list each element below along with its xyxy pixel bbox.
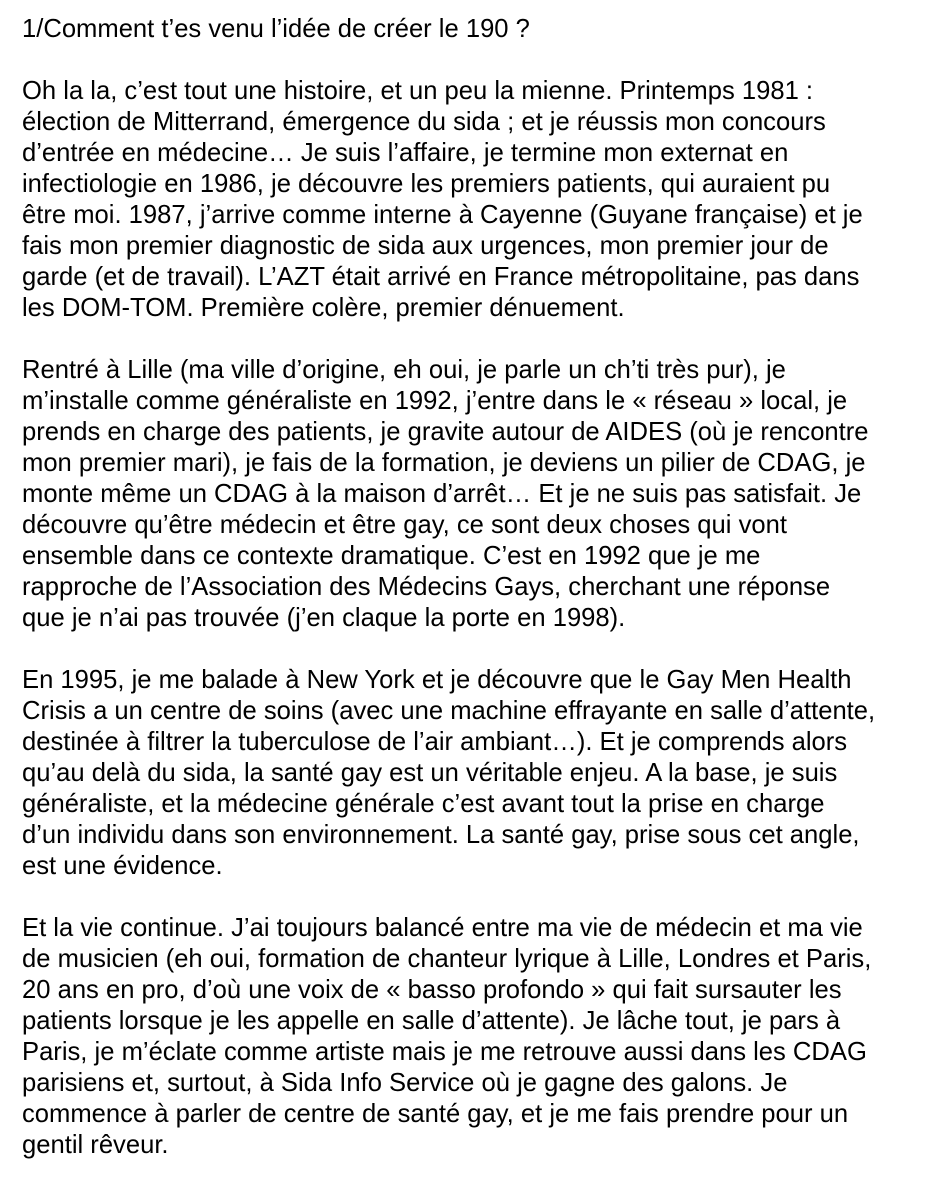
paragraph-line: est une évidence. (22, 852, 223, 880)
paragraph-line: 20 ans en pro, d’où une voix de « basso profondo » qui fait sursauter les (22, 976, 842, 1004)
paragraph-line: d’entrée en médecine… Je suis l’affaire, je termine mon externat en (22, 139, 789, 167)
paragraph-line: commence à parler de centre de santé gay, et je me fais prendre pour un (22, 1100, 849, 1128)
paragraph-line: fais mon premier diagnostic de sida aux urgences, mon premier jour de (22, 232, 829, 260)
paragraph-line: que je n’ai pas trouvée (j’en claque la porte en 1998). (22, 604, 626, 632)
paragraph-line: En 1995, je me balade à New York et je découvre que le Gay Men Health (22, 666, 852, 694)
paragraph-line: Rentré à Lille (ma ville d’origine, eh oui, je parle un ch’ti très pur), je (22, 356, 786, 384)
paragraph-line: qu’au delà du sida, la santé gay est un véritable enjeu. A la base, je suis (22, 759, 838, 787)
paragraph-line: rapproche de l’Association des Médecins Gays, cherchant une réponse (22, 573, 831, 601)
paragraph-line: les DOM-TOM. Première colère, premier dénuement. (22, 294, 625, 322)
paragraph-line: Crisis a un centre de soins (avec une machine effrayante en salle d’attente, (22, 697, 876, 725)
paragraph-line: parisiens et, surtout, à Sida Info Service où je gagne des galons. Je (22, 1069, 788, 1097)
paragraph-line: Et la vie continue. J’ai toujours balancé entre ma vie de médecin et ma vie (22, 914, 863, 942)
paragraph-line: destinée à filtrer la tuberculose de l’air ambiant…). Et je comprends alors (22, 728, 848, 756)
paragraph-line: élection de Mitterrand, émergence du sida ; et je réussis mon concours (22, 108, 826, 136)
paragraph-3 (22, 665, 917, 882)
paragraph-line: Oh la la, c’est tout une histoire, et un peu la mienne. Printemps 1981 : (22, 77, 814, 105)
paragraph-line: généraliste, et la médecine générale c’est avant tout la prise en charge (22, 790, 825, 818)
paragraph-line: infectiologie en 1986, je découvre les premiers patients, qui auraient pu (22, 170, 831, 198)
paragraph-line: garde (et de travail). L’AZT était arrivé en France métropolitaine, pas dans (22, 263, 860, 291)
paragraph-1 (22, 76, 917, 324)
paragraph-line: Paris, je m’éclate comme artiste mais je me retrouve aussi dans les CDAG (22, 1038, 867, 1066)
paragraph-line: être moi. 1987, j’arrive comme interne à Cayenne (Guyane française) et je (22, 201, 863, 229)
paragraph-line: patients lorsque je les appelle en salle d’attente). Je lâche tout, je pars à (22, 1007, 841, 1035)
paragraph-line: prends en charge des patients, je gravite autour de AIDES (où je rencontre (22, 418, 869, 446)
paragraph-line: de musicien (eh oui, formation de chanteur lyrique à Lille, Londres et Paris, (22, 945, 872, 973)
paragraph-2 (22, 355, 917, 634)
paragraph-line: gentil rêveur. (22, 1131, 169, 1159)
paragraph-line: monte même un CDAG à la maison d’arrêt… Et je ne suis pas satisfait. Je (22, 480, 862, 508)
paragraph-line: m’installe comme généraliste en 1992, j’entre dans le « réseau » local, je (22, 387, 848, 415)
paragraph-4 (22, 913, 917, 1161)
question-heading: 1/Comment t’es venu l’idée de créer le 190 ? (22, 15, 530, 43)
paragraph-line: ensemble dans ce contexte dramatique. C’est en 1992 que je me (22, 542, 761, 570)
paragraph-line: d’un individu dans son environnement. La santé gay, prise sous cet angle, (22, 821, 860, 849)
paragraph-line: mon premier mari), je fais de la formation, je deviens un pilier de CDAG, je (22, 449, 866, 477)
paragraph-line: découvre qu’être médecin et être gay, ce sont deux choses qui vont (22, 511, 787, 539)
